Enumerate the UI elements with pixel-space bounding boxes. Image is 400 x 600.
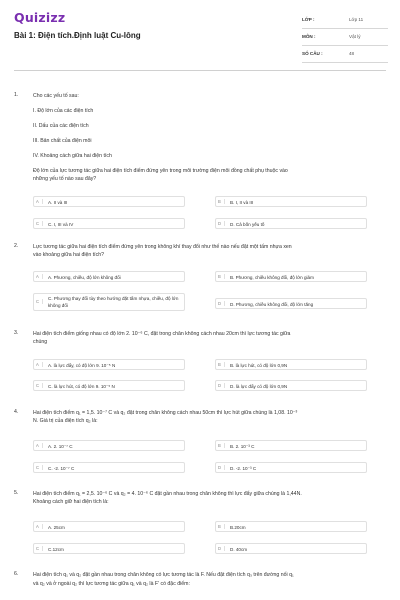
meta-value: Vật lý [349, 34, 361, 39]
answer-option-d[interactable] [215, 380, 367, 391]
answer-option-a[interactable] [33, 271, 185, 282]
option-letter: C [36, 546, 43, 551]
meta-row-question-count [302, 46, 388, 63]
option-text: B. Phương, chiều không đổi, độ lớn giảm [230, 274, 314, 280]
quizizz-logo: Quizizz [14, 10, 66, 25]
answer-option-b[interactable] [215, 271, 367, 282]
meta-value: 48 [349, 51, 355, 56]
option-letter: B [218, 362, 225, 367]
option-letter: A [36, 524, 43, 529]
question-line: những yếu tố nào sau đây? [33, 176, 97, 182]
option-letter: D [218, 465, 225, 470]
option-text: C. là lực hút, có độ lớn 9. 10⁻⁵ N [48, 383, 115, 389]
option-letter: A [36, 443, 43, 448]
question-number: 3. [14, 330, 19, 336]
option-letter: B [218, 443, 225, 448]
option-letter: A [36, 362, 43, 367]
meta-label: LỚP : [302, 17, 315, 22]
answer-option-b[interactable] [215, 521, 367, 532]
page-title: Bài 1: Điện tích.Định luật Cu-lông [14, 31, 141, 40]
question-number: 6. [14, 571, 19, 577]
meta-row-class [302, 12, 388, 29]
answer-option-d[interactable] [215, 218, 367, 229]
header-divider [14, 70, 386, 71]
question-line: Cho các yếu tố sau: [33, 93, 79, 99]
option-letter: B [218, 199, 225, 204]
option-text: C. Phương thay đổi tùy theo hướng đặt tấm nhựa, chiều, độ lớn không đổi [48, 296, 179, 308]
question-line: IV. Khoảng cách giữa hai điện tích [33, 153, 112, 159]
question-line: Hai điện tích điểm q₁ = 1,5. 10⁻⁷ C và q₂ đặt trong chân không cách nhau 50cm thì lực hút giữa chúng là 1,08. 10⁻³ [33, 410, 298, 416]
option-text: C.12cm [48, 546, 64, 552]
answer-option-d[interactable] [215, 462, 367, 473]
question-line: và q₂ và ở ngoài q₂ thì lực tương tác giữa q₁ và q₂ là F' có đặc điểm: [33, 581, 190, 587]
answer-option-c[interactable] [33, 293, 185, 311]
option-text: D. là lực đẩy có độ lớn 0,9N [230, 383, 288, 389]
answer-option-b[interactable] [215, 440, 367, 451]
question-line: chúng [33, 339, 48, 345]
option-text: D. Phương, chiều không đổi, độ lớn tăng [230, 301, 314, 307]
question-line: Lực tương tác giữa hai điện tích điểm đứng yên trong không khí thay đổi như thế nào nếu đặt một tấm nhựa xen [33, 244, 292, 250]
question-line: vào khoảng giữa hai điện tích? [33, 252, 104, 258]
question-line: Khoảng cách giữ hai điện tích là: [33, 499, 109, 505]
option-letter: D [218, 383, 225, 388]
question-line: I. Độ lớn của các điện tích [33, 108, 94, 114]
question-line: Độ lớn của lực tương tác giữa hai điện tích điểm đứng yên trong môi trường điện môi đồng chất phụ thuộc vào [33, 168, 288, 174]
answer-option-a[interactable] [33, 521, 185, 532]
question-number: 5. [14, 490, 19, 496]
question-number: 4. [14, 409, 19, 415]
option-text: B. 2. 10⁻³ C [230, 443, 255, 449]
option-letter: B [218, 274, 225, 279]
question-number: 2. [14, 243, 19, 249]
option-text: C. -2. 10⁻⁷ C [48, 465, 75, 471]
answer-option-d[interactable] [215, 543, 367, 554]
option-text: A. là lực đẩy, có độ lớn 9. 10⁻⁵ N [48, 362, 116, 368]
question-line: N. Giá trị của điện tích q₂ là: [33, 418, 98, 424]
question-line: Hai điện tích q₁ và q₂ đặt gần nhau trong chân không có lực tương tác là F. Nếu đặt điện tích q₃ trên đường nối q₁ [33, 572, 294, 578]
question-number: 1. [14, 92, 19, 98]
answer-option-d[interactable] [215, 298, 367, 309]
option-letter: A [36, 199, 43, 204]
option-text: D. -2. 10⁻³ C [230, 465, 257, 471]
option-text: A. II và III [48, 199, 68, 205]
answer-option-b[interactable] [215, 359, 367, 370]
answer-option-c[interactable] [33, 543, 185, 554]
option-letter: C [36, 221, 43, 226]
answer-option-c[interactable] [33, 218, 185, 229]
meta-value: Lớp 11 [349, 17, 364, 22]
question-line: Hai điện tích điểm giống nhau có độ lớn 2. 10⁻⁶ C, đặt trong chân không cách nhau 20cm thì lực tương tác giữa [33, 331, 291, 337]
option-letter: A [36, 274, 43, 279]
option-text: B.20cm [230, 524, 246, 530]
option-text: A. 25cm [48, 524, 65, 530]
meta-row-subject [302, 29, 388, 46]
option-text: B. là lực hút, có độ lớn 0,9N [230, 362, 288, 368]
option-letter: D [218, 546, 225, 551]
answer-option-b[interactable] [215, 196, 367, 207]
option-text: A. 2. 10⁻⁷ C [48, 443, 73, 449]
worksheet-meta [302, 12, 388, 63]
option-letter: C [36, 465, 43, 470]
question-line: II. Dấu của các điện tích [33, 123, 89, 129]
option-text: C. I, III và IV [48, 221, 74, 227]
answer-option-c[interactable] [33, 380, 185, 391]
answer-option-a[interactable] [33, 196, 185, 207]
answer-option-a[interactable] [33, 359, 185, 370]
answer-option-a[interactable] [33, 440, 185, 451]
option-text: D. 40cm [230, 546, 248, 552]
option-letter: C [36, 383, 43, 388]
option-letter: D [218, 221, 225, 226]
option-letter: B [218, 524, 225, 529]
option-letter: C [36, 299, 43, 304]
option-text: B. I, II và III [230, 199, 254, 205]
option-text: A. Phương, chiều, độ lớn không đổi [48, 274, 121, 280]
meta-label: SỐ CÂU : [302, 51, 323, 56]
answer-option-c[interactable] [33, 462, 185, 473]
meta-label: MÔN : [302, 34, 316, 39]
option-text: D. Cả bốn yếu tố [230, 221, 265, 227]
question-line: III. Bản chất của điện môi [33, 138, 92, 144]
question-line: Hai điện tích điểm q₁ = 2,5. 10⁻⁶ C và q₂ = 4. 10⁻⁶ C đặt gần nhau trong chân không thì lực đẩy giữa chúng là 1,44N. [33, 491, 302, 497]
option-letter: D [218, 301, 225, 306]
